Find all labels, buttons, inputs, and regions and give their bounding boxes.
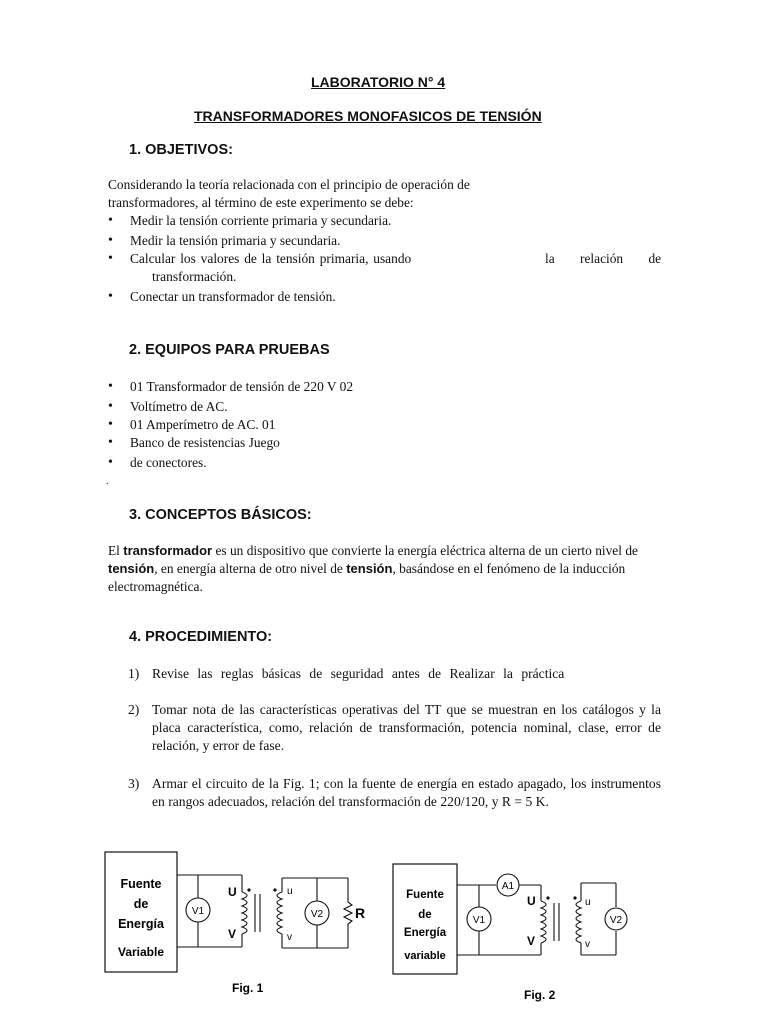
fig1-source-line4: Variable	[117, 945, 165, 959]
objetivo-bullet-1: • Medir la tensión corriente primaria y secundaria.	[130, 212, 391, 230]
fig1-caption: Fig. 1	[232, 981, 264, 995]
fig2-source-line1: Fuente	[406, 889, 444, 901]
conceptos-el: El	[108, 543, 124, 558]
fig2-source-line2: de	[418, 909, 432, 921]
objetivo-bullet-3	[130, 250, 661, 268]
procedimiento-step-1	[128, 665, 661, 683]
procedimiento-heading: 4. PROCEDIMIENTO:	[129, 629, 273, 645]
fig1-source-line2: de	[133, 897, 149, 911]
fig1-source-line3: Energía	[118, 917, 164, 931]
procedimiento-step-2	[128, 701, 661, 755]
conceptos-bold-tension-1: tensión	[108, 561, 155, 576]
fig1-source-line1: Fuente	[120, 877, 162, 891]
fig2-v1-label: V1	[472, 915, 486, 926]
fig1-resistor	[344, 902, 352, 924]
stray-mark: .	[106, 476, 109, 487]
conceptos-paragraph-line3: electromagnética.	[108, 579, 203, 594]
fig1-label-u: u	[287, 886, 293, 897]
equipo-bullet-3: • 01 Amperímetro de AC. 01	[130, 416, 275, 434]
fig2-primary-coil	[541, 901, 546, 943]
conceptos-paragraph-line2	[108, 560, 662, 578]
objetivo-bullet-3-text: Calcular los valores de la tensión primaria, usando	[130, 251, 412, 266]
fig2-label-v: v	[585, 939, 590, 950]
fig1-secondary-coil	[277, 892, 282, 934]
step-1-text: Revise las reglas básicas de seguridad antes de Realizar la práctica	[152, 666, 565, 681]
fig1-label-V: V	[228, 927, 237, 941]
equipo-bullet-1: • 01 Transformador de tensión de 220 V 02	[130, 378, 353, 396]
fig2-label-U: U	[527, 894, 536, 908]
objetivo-bullet-2: • Medir la tensión primaria y secundaria.	[130, 232, 340, 250]
figure-2-circuit	[391, 855, 641, 1005]
fig2-a1-label: A1	[501, 881, 515, 892]
step-3-text: Armar el circuito de la Fig. 1; con la fuente de energía en estado apagado, los instrumentos en rangos adecuados, relación del transformación de 220/120, y R = 5 K.	[152, 776, 661, 809]
fig2-caption: Fig. 2	[524, 988, 556, 1002]
objetivo-bullet-4: • Conectar un transformador de tensión.	[130, 288, 336, 306]
equipo-bullet-5: • de conectores.	[130, 454, 207, 472]
conceptos-bold-tension-2: tensión	[346, 561, 393, 576]
fig2-label-V: V	[527, 934, 536, 948]
conceptos-paragraph-line1	[108, 542, 662, 560]
fig1-label-v: v	[287, 932, 292, 943]
fig1-v2-label: V2	[310, 909, 324, 920]
equipo-bullet-2: • Voltímetro de AC.	[130, 398, 228, 416]
fig2-label-u: u	[585, 897, 591, 908]
conceptos-bold-transformador: transformador	[123, 543, 213, 558]
step-2-text: Tomar nota de las características operativas del TT que se muestran en los catálogos y la placa característica, como, relación de transformación, potencia nominal, clase, error de relación, y error de fase.	[152, 702, 661, 753]
objetivos-intro-line2: transformadores, al término de este experimento se debe:	[108, 195, 414, 210]
page-subtitle: TRANSFORMADORES MONOFASICOS DE TENSIÓN	[194, 108, 542, 124]
procedimiento-step-3	[128, 775, 661, 811]
step-3-number: 3)	[128, 776, 140, 791]
conceptos-heading: 3. CONCEPTOS BÁSICOS:	[129, 507, 312, 523]
step-2-number: 2)	[128, 702, 140, 717]
step-1-number: 1)	[128, 666, 140, 681]
fig1-label-U: U	[228, 885, 237, 899]
fig1-primary-coil	[242, 892, 247, 934]
equipo-bullet-4: • Banco de resistencias Juego	[130, 434, 280, 452]
page-title: LABORATORIO N° 4	[311, 74, 446, 90]
objetivo-bullet-3-tail: la relación de	[545, 251, 662, 266]
objetivos-intro-line1: Considerando la teoría relacionada con el principio de operación de	[108, 177, 470, 192]
conceptos-text1: es un dispositivo que convierte la energía eléctrica alterna de un cierto nivel de	[212, 543, 638, 558]
fig2-source-line4: variable	[404, 950, 446, 962]
fig2-secondary-coil	[576, 901, 581, 943]
equipos-heading: 2. EQUIPOS PARA PRUEBAS	[129, 342, 330, 358]
objetivos-heading: 1. OBJETIVOS:	[129, 142, 233, 158]
conceptos-text3: , basándose en el fenómeno de la inducción	[392, 561, 626, 576]
fig2-v2-label: V2	[609, 915, 623, 926]
figure-1-circuit	[104, 848, 374, 1000]
fig2-source-line3: Energía	[403, 927, 447, 939]
fig1-v1-label: V1	[191, 906, 205, 917]
fig1-resistor-label: R	[355, 905, 366, 921]
conceptos-text2: , en energía alterna de otro nivel de	[154, 561, 347, 576]
objetivo-bullet-3-line2: transformación.	[152, 269, 237, 284]
